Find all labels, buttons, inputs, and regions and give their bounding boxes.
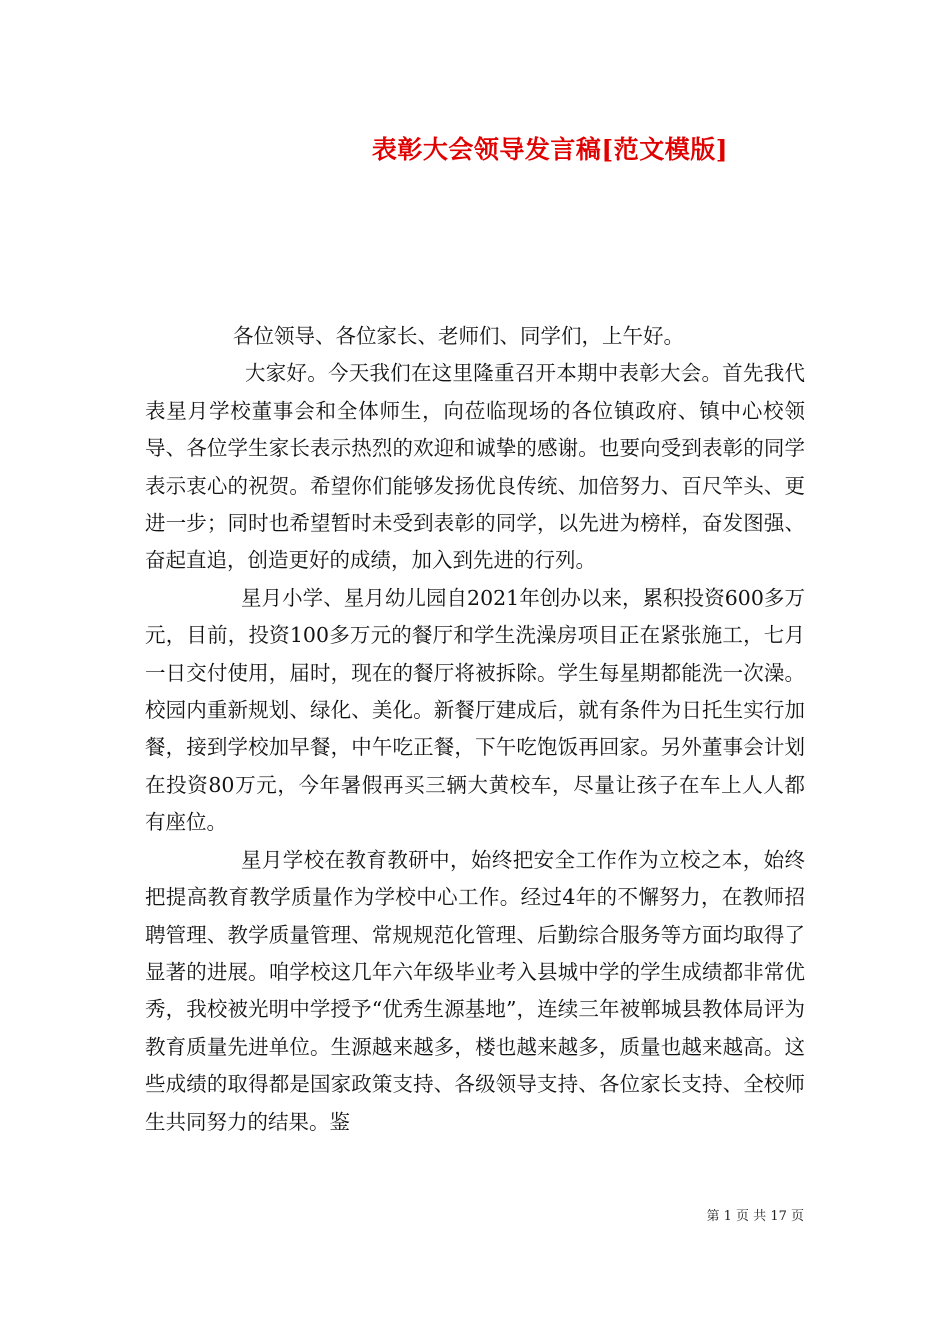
paragraph-welcome: 大家好。今天我们在这里隆重召开本期中表彰大会。首先我代表星月学校董事会和全体师生，向莅临现场的各位镇政府、镇中心校领导、各位学生家长表示热烈的欢迎和诚挚的感谢。也要向受到表彰的同学表示衷心的祝贺。希望你们能够发扬优良传统、加倍努力、百尺竿头、更进一步；同时也希望暂时未受到表彰的同学，以先进为榜样，奋发图强、奋起直追，创造更好的成绩，加入到先进的行列。	[145, 361, 805, 573]
paragraph-achievements: 星月学校在教育教研中，始终把安全工作作为立校之本，始终把提高教育教学质量作为学校中心工作。经过4年的不懈努力，在教师招聘管理、教学质量管理、常规规范化管理、后勤综合服务等方面均取得了显著的进展。咱学校这几年六年级毕业考入县城中学的学生成绩都非常优秀，我校被光明中学授予“优秀生源基地”，连续三年被郸城县教体局评为教育质量先进单位。生源越来越多，楼也越来越多，质量也越来越高。这些成绩的取得都是国家政策支持、各级领导支持、各位家长支持、全校师生共同努力的结果。鉴	[145, 847, 805, 1134]
paragraph-investment: 星月小学、星月幼儿园自2021年创办以来，累积投资600多万元，目前，投资100多万元的餐厅和学生洗澡房项目正在紧张施工，七月一日交付使用，届时，现在的餐厅将被拆除。学生每星期都能洗一次澡。校园内重新规划、绿化、美化。新餐厅建成后，就有条件为日托生实行加餐，接到学校加早餐，中午吃正餐，下午吃饱饭再回家。另外董事会计划在投资80万元，今年暑假再买三辆大黄校车，尽量让孩子在车上人人都有座位。	[145, 585, 805, 835]
page-number-footer: 第 1 页 共 17 页	[706, 1209, 804, 1224]
paragraph-greeting: 各位领导、各位家长、老师们、同学们，上午好。	[233, 324, 684, 348]
document-title: 表彰大会领导发言稿[范文模版]	[371, 135, 729, 164]
document-body	[145, 318, 805, 1141]
